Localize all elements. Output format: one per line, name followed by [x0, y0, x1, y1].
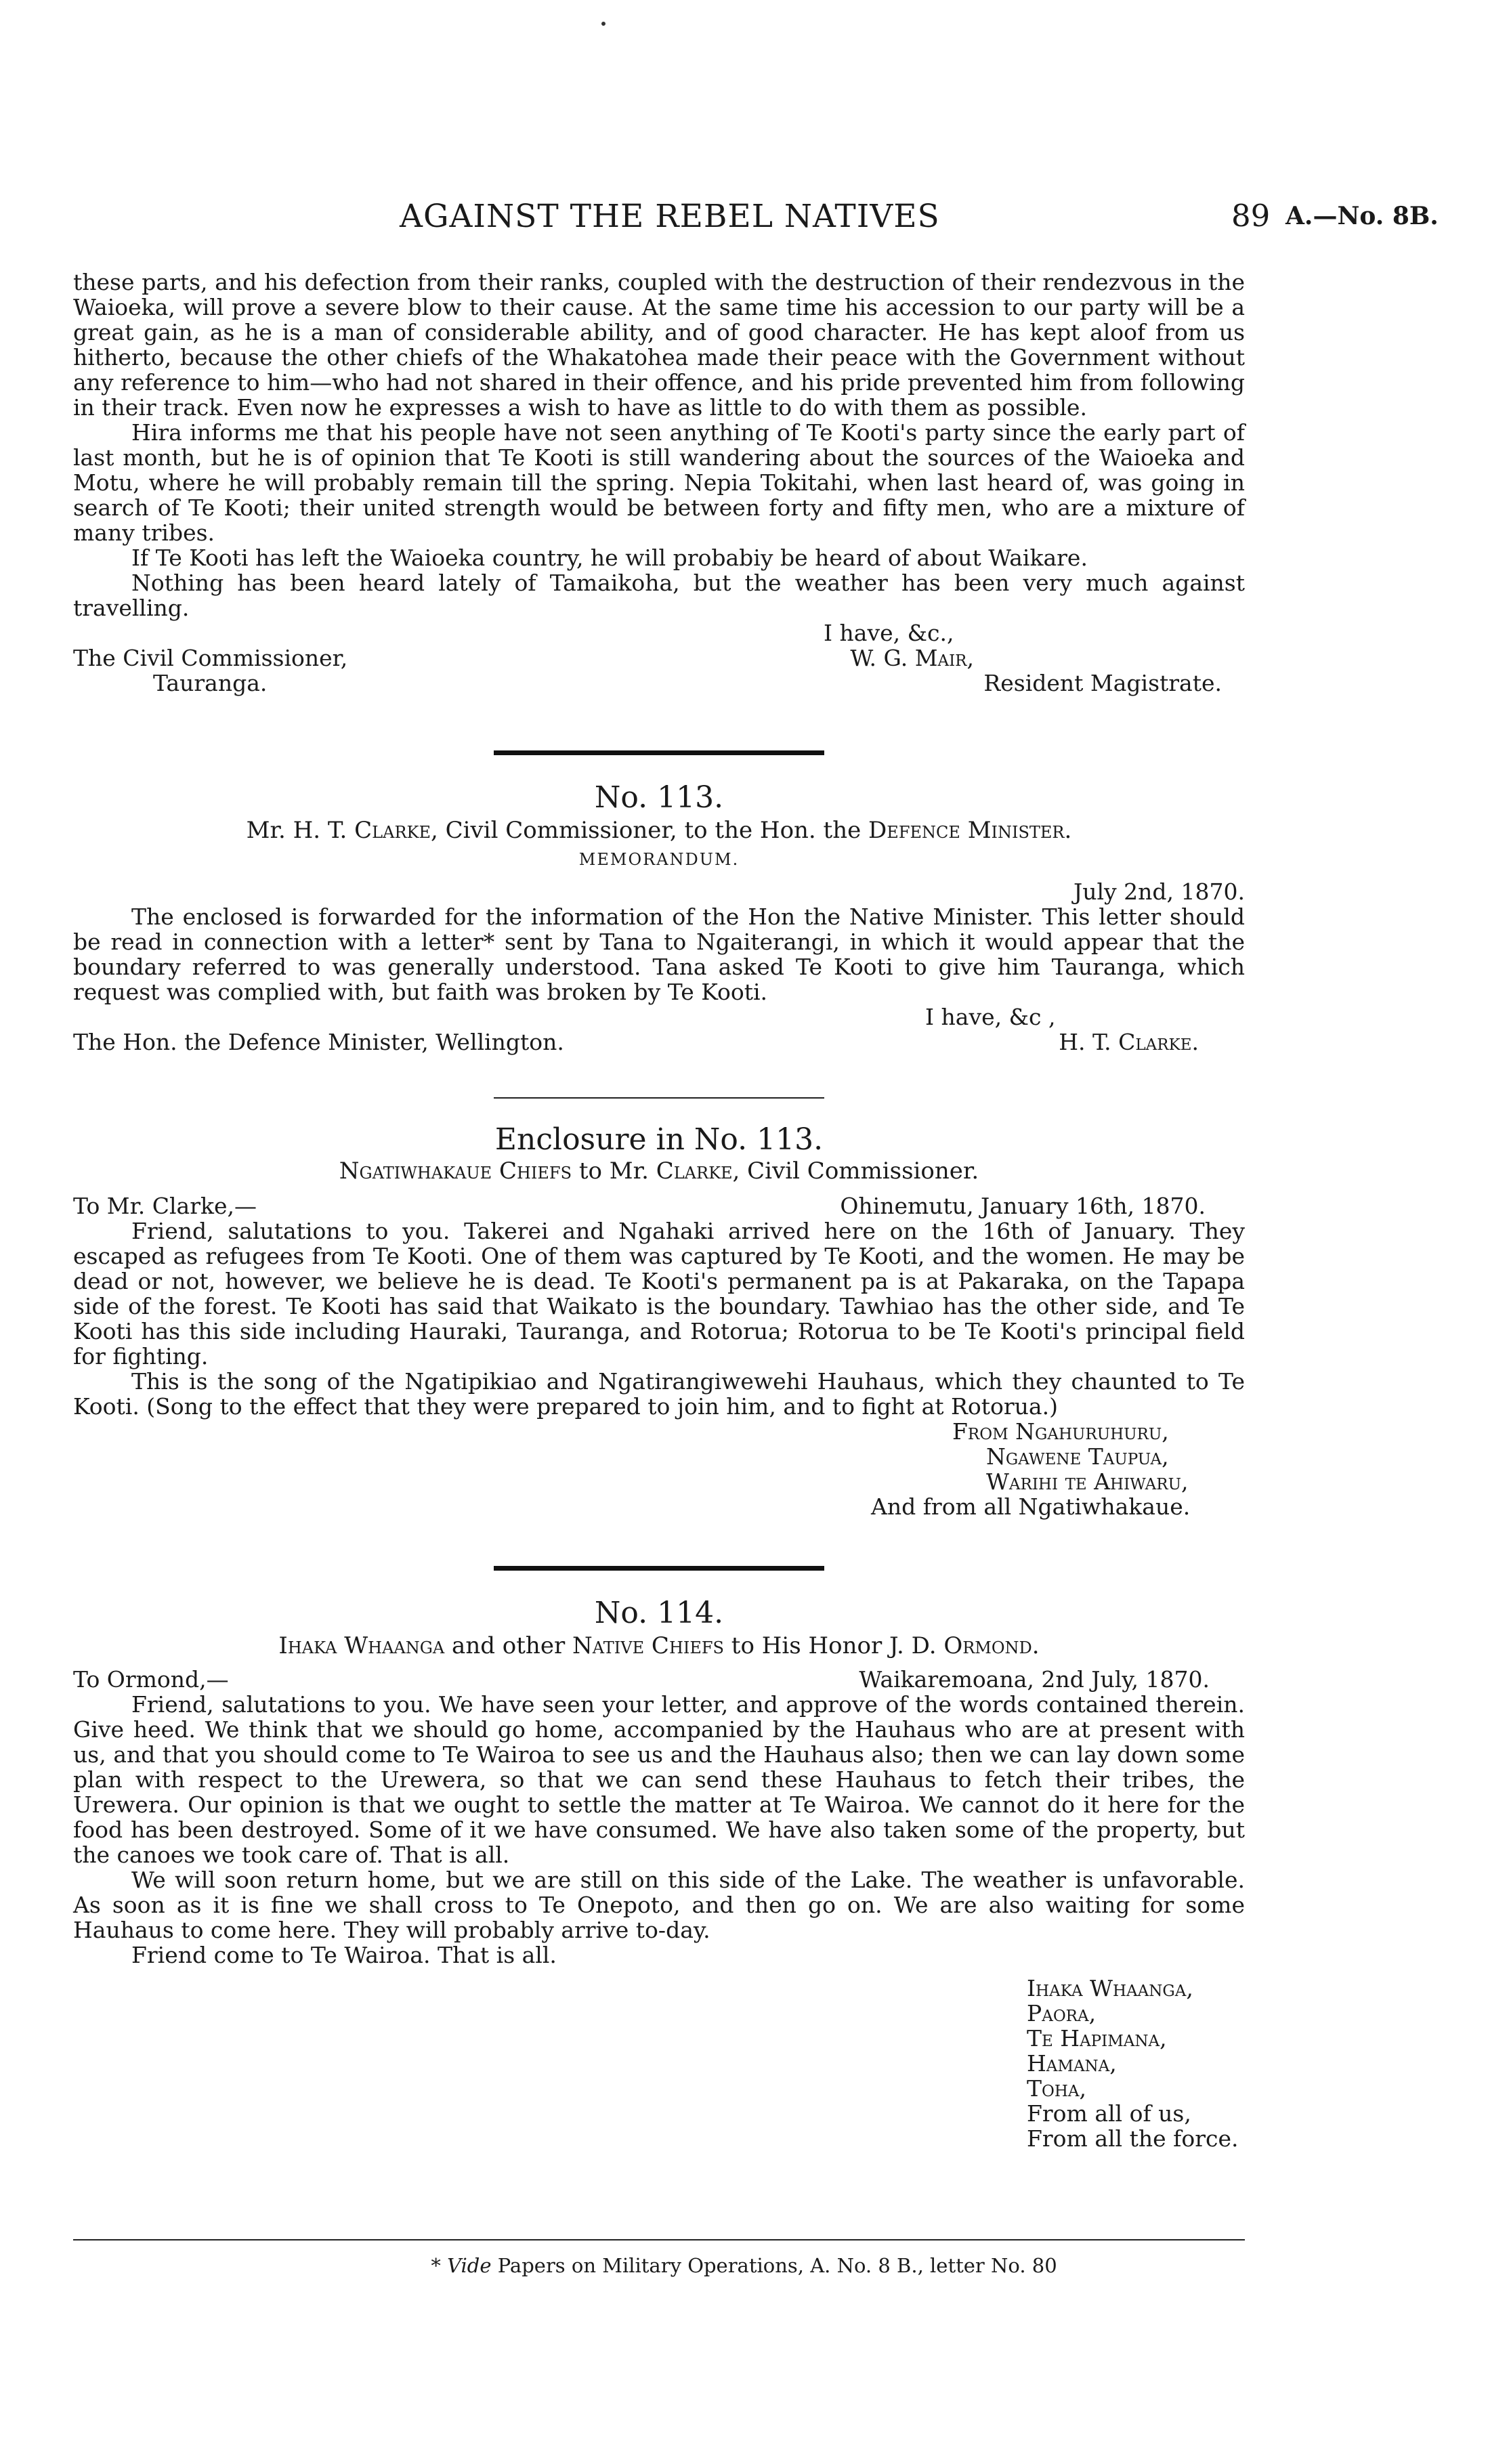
footnote-divider — [73, 2239, 1245, 2240]
signatory-6: From all of us, — [1027, 2100, 1191, 2127]
letter-to-line: To Ormond,— — [73, 1666, 229, 1693]
signatory-3: Warihi te Ahiwaru, — [986, 1468, 1189, 1495]
section-heading: No. 114. — [594, 1596, 724, 1630]
intro-signoff-row — [73, 645, 1245, 671]
intro-signature-title: Resident Magistrate. — [983, 670, 1222, 696]
signatory-5: Toha, — [1027, 2075, 1087, 2102]
memo-closing: I have, &c , — [925, 1004, 1056, 1030]
signatory-2: Paora, — [1027, 2000, 1097, 2026]
letter-place-date: Waikaremoana, 2nd July, 1870. — [859, 1666, 1210, 1693]
intro-paragraph-3: If Te Kooti has left the Waioeka country, he will probabiy be heard of about Waikare. — [131, 545, 1088, 571]
letter-paragraph-1: Friend, salutations to you. Takerei and Ngahaki arrived here on the 16th of January. They escaped as refugees from Te Kooti. One of them was captured by Te Kooti, and the women. He may be dead or not, however, we believe he is dead. Te Kooti's permanent pa is at Pakaraka, on the Tapapa side of the forest. Te Kooti has said that Waikato is the boundary. Tawhiao has the other side, and Te Kooti has this side including Hauraki, Tauranga, and Rotorua; Rotorua to be Te Kooti's principal field for fighting. — [73, 1218, 1245, 1369]
section-no-113 — [73, 750, 1245, 1055]
letter-header-row — [73, 1193, 1245, 1218]
intro-addressee-1: The Civil Commissioner, — [73, 645, 348, 671]
footnote: * Vide Papers on Military Operations, A. No. 8 B., letter No. 80 — [431, 2254, 1057, 2277]
section-enclosure-113 — [73, 1097, 1245, 1519]
memo-body: The enclosed is forwarded for the information of the Hon the Native Minister. This letter should be read in connection with a letter* sent by Tana to Ngaiterangi, in which it would appear that the boundary referred to was generally understood. Tana asked Te Kooti to give him Tauranga, which request was complied with, but faith was broken by Te Kooti. — [73, 904, 1245, 1005]
intro-closing: I have, &c., — [824, 620, 954, 646]
memorandum-label: MEMORANDUM. — [578, 850, 740, 869]
intro-signature: W. G. Mair, — [850, 645, 974, 671]
memo-signoff-row — [73, 1029, 1245, 1055]
page-number: 89 — [1231, 198, 1271, 234]
memo-addressee: The Hon. the Defence Minister, Wellington. — [73, 1029, 564, 1055]
letter-paragraph-2: We will soon return home, but we are still on this side of the Lake. The weather is unfavorable. As soon as it is fine we shall cross to Te Onepoto, and then go on. We are also waiting for some Hauhaus to come here. They will probably arrive to-day. — [73, 1867, 1245, 1943]
signatory-4: Hamana, — [1027, 2050, 1117, 2077]
signatory-7: From all the force. — [1027, 2125, 1239, 2152]
section-heading: Enclosure in No. 113. — [494, 1122, 824, 1157]
letter-to-line: To Mr. Clarke,— — [73, 1193, 257, 1219]
intro-addressee-2: Tauranga. — [153, 670, 268, 696]
intro-letter — [73, 270, 1245, 696]
letter-paragraph-3: Friend come to Te Wairoa. That is all. — [131, 1942, 557, 1968]
document-reference: A.—No. 8B. — [1285, 202, 1439, 230]
signatory-4: And from all Ngatiwhakaue. — [871, 1493, 1191, 1520]
intro-paragraph-1: these parts, and his defection from their ranks, coupled with the destruction of their rendezvous in the Waioeka, will prove a severe blow to their cause. At the same time his accession to our party will be a great gain, as he is a man of considerable ability, and of good character. He has kept aloof from us hitherto, because the other chiefs of the Whakatohea made their peace with the Government without any reference to him—who had not shared in their offence, and his pride prevented him from following in their track. Even now he expresses a wish to have as little to do with them as possible. — [73, 269, 1245, 421]
section-no-114 — [73, 1566, 1245, 2151]
signatory-1: Ihaka Whaanga, — [1027, 1975, 1193, 2001]
signatory-2: Ngawene Taupua, — [986, 1443, 1169, 1470]
letter-header-row — [73, 1667, 1245, 1692]
intro-paragraph-2: Hira informs me that his people have not seen anything of Te Kooti's party since the early part of last month, but he is of opinion that Te Kooti is still wandering about the sources of the Waioeka and Motu, where he will probably remain till the spring. Nepia Tokitahi, when last heard of, was going in search of Te Kooti; their united strength would be between forty and fifty men, who are a mixture of many tribes. — [73, 419, 1245, 546]
section-divider — [494, 1566, 824, 1571]
section-divider — [494, 750, 824, 755]
page-header — [0, 198, 1488, 238]
intro-paragraph-4: Nothing has been heard lately of Tamaikoha, but the weather has been very much against travelling. — [73, 570, 1245, 621]
signatory-1: From Ngahuruhuru, — [952, 1418, 1169, 1445]
letter-paragraph-2: This is the song of the Ngatipikiao and Ngatirangiwewehi Hauhaus, which they chaunted to Te Kooti. (Song to the effect that they were prepared to join him, and to fight at Rotorua.) — [73, 1368, 1245, 1420]
section-subheading: Ihaka Whaanga and other Native Chiefs to His Honor J. D. Ormond. — [278, 1632, 1040, 1659]
letter-place-date: Ohinemutu, January 16th, 1870. — [840, 1193, 1206, 1219]
memo-signature: H. T. Clarke. — [1059, 1029, 1199, 1055]
printer-mark — [601, 22, 605, 26]
memo-date: July 2nd, 1870. — [1074, 878, 1245, 905]
signatory-3: Te Hapimana, — [1027, 2025, 1167, 2052]
section-subheading: Ngatiwhakaue Chiefs to Mr. Clarke, Civil Commissioner. — [339, 1157, 979, 1185]
section-heading: No. 113. — [594, 780, 724, 815]
section-subheading: Mr. H. T. Clarke, Civil Commissioner, to the Hon. the Defence Minister. — [246, 817, 1072, 844]
page-title: AGAINST THE REBEL NATIVES — [400, 198, 940, 235]
intro-signoff-row-2 — [73, 671, 1245, 696]
letter-paragraph-1: Friend, salutations to you. We have seen your letter, and approve of the words contained therein. Give heed. We think that we should go home, accompanied by the Hauhaus who are at present with us, and that you should come to Te Wairoa to see us and the Hauhaus also; then we can lay down some plan with respect to the Urewera, so that we can send these Hauhaus to fetch their tribes, the Urewera. Our opinion is that we ought to settle the matter at Te Wairoa. We cannot do it here for the food has been destroyed. Some of it we have consumed. We have also taken some of the property, but the canoes we took care of. That is all. — [73, 1691, 1245, 1868]
